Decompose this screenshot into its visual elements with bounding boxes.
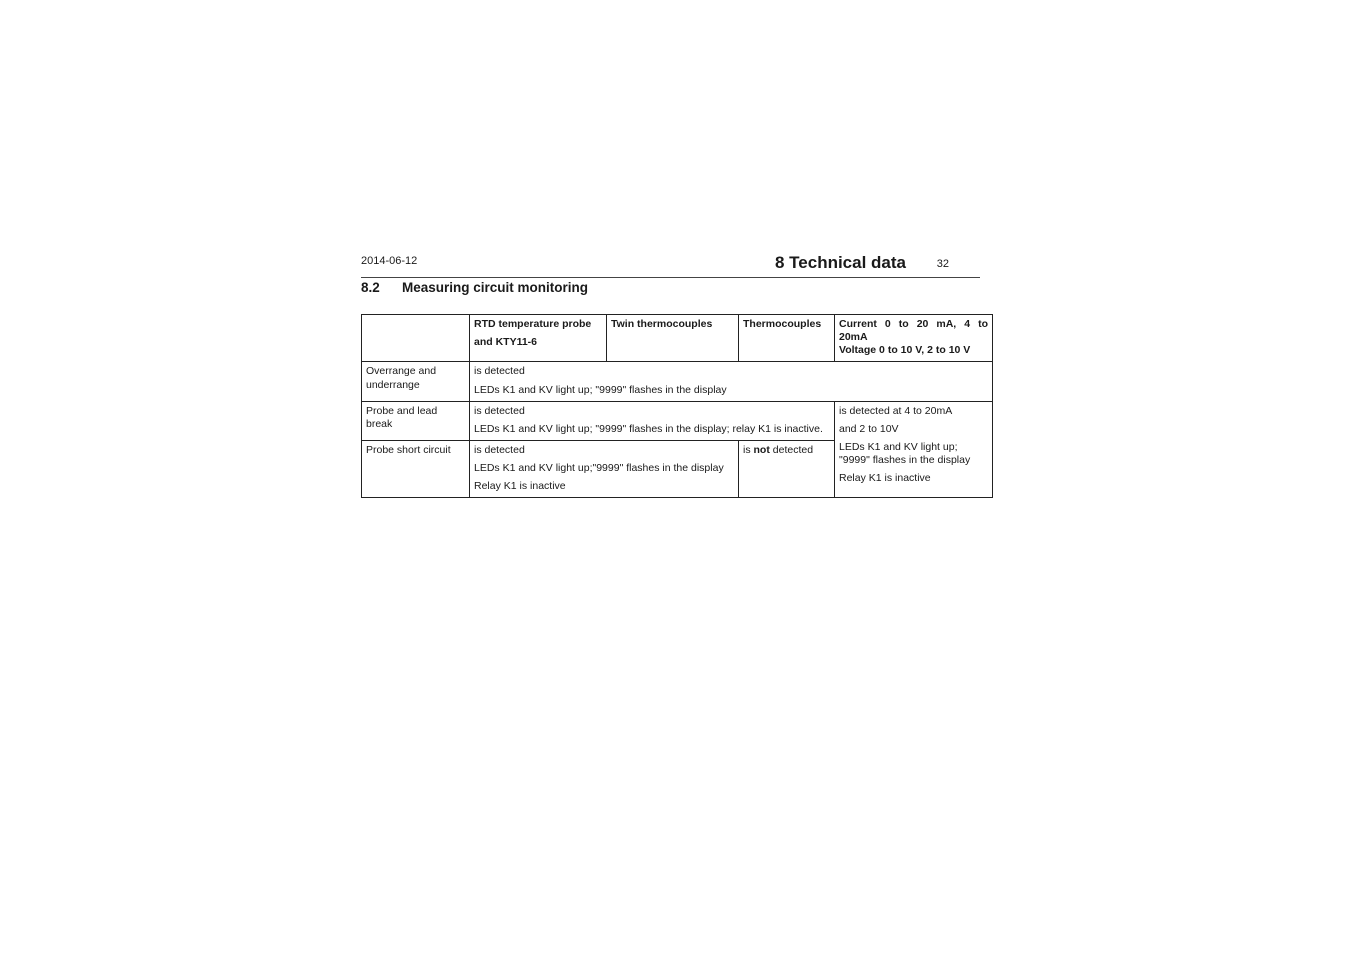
- header-rtd-line1: RTD temperature probe: [474, 318, 592, 330]
- header-thermocouples: Thermocouples: [739, 315, 835, 362]
- probe-break-detail: LEDs K1 and KV light up; "9999" flashes in the display; relay K1 is inactive.: [474, 422, 823, 435]
- row-label-probe-break: Probe and lead break: [362, 401, 470, 440]
- header-twin-thermocouples: Twin thermocouples: [607, 315, 739, 362]
- cell-short-circuit-thermocouples: [739, 440, 835, 497]
- not-detected-emphasis: not: [753, 443, 770, 456]
- row-label-overrange: Overrange and underrange: [362, 362, 470, 401]
- short-circuit-status: is detected: [474, 443, 525, 456]
- probe-break-status: is detected: [474, 404, 525, 417]
- header-current-voltage: [835, 315, 993, 362]
- not-detected-prefix: is: [743, 443, 751, 456]
- page-header: [361, 250, 980, 278]
- not-detected-suffix: detected: [772, 443, 814, 456]
- monitoring-table: [361, 314, 993, 498]
- short-circuit-relay: Relay K1 is inactive: [474, 480, 566, 493]
- current-range2: and 2 to 10V: [839, 422, 899, 435]
- header-empty-cell: [362, 315, 470, 362]
- current-status: is detected at 4 to 20mA: [839, 404, 953, 417]
- current-leds: LEDs K1 and KV light up; "9999" flashes in the display: [839, 440, 971, 466]
- header-current-line1: Current 0 to 20 mA, 4 to 20mA: [839, 318, 988, 344]
- cell-current-voltage: [835, 401, 993, 498]
- overrange-detail: LEDs K1 and KV light up; "9999" flashes in the display: [474, 383, 727, 396]
- header-current-line2: Voltage 0 to 10 V, 2 to 10 V: [839, 344, 971, 357]
- chapter-title: 8 Technical data: [774, 253, 906, 272]
- section-number: 8.2: [361, 280, 380, 295]
- table-row-overrange: [362, 362, 993, 401]
- cell-short-circuit: [470, 440, 739, 497]
- current-relay: Relay K1 is inactive: [839, 472, 931, 485]
- header-rtd: [470, 315, 607, 362]
- section-heading: [361, 280, 588, 295]
- header-rtd-line2: and KTY11-6: [474, 336, 538, 349]
- cell-overrange: [470, 362, 993, 401]
- row-label-short-circuit: Probe short circuit: [362, 440, 470, 497]
- header-date: 2014-06-12: [361, 255, 418, 267]
- section-title: Measuring circuit monitoring: [402, 280, 589, 295]
- table-row-probe-break: [362, 401, 993, 440]
- cell-probe-break: [470, 401, 835, 440]
- table-header-row: [362, 315, 993, 362]
- page-number: 32: [936, 258, 949, 270]
- short-circuit-detail: LEDs K1 and KV light up;"9999" flashes in the display: [474, 462, 724, 474]
- overrange-status: is detected: [474, 365, 525, 378]
